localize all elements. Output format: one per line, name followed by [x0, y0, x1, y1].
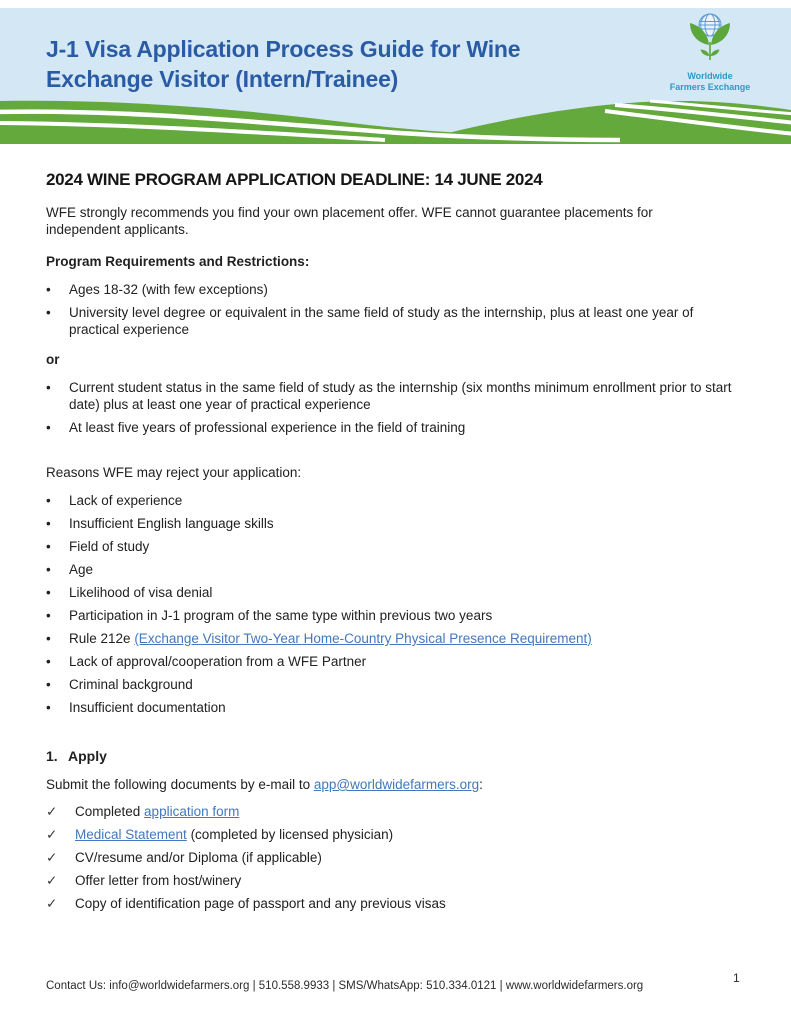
rule-212e-link[interactable]: (Exchange Visitor Two-Year Home-Country Physical Presence Requirement) — [134, 631, 592, 646]
requirements-list-b — [46, 379, 745, 436]
page-title-line1: J-1 Visa Application Process Guide for Wine — [46, 36, 521, 62]
submit-suffix: : — [479, 777, 483, 792]
rejection-text: Lack of approval/cooperation from a WFE Partner — [69, 654, 367, 669]
requirement-text: At least five years of professional experience in the field of training — [69, 420, 466, 435]
requirement-item — [46, 379, 745, 413]
logo-name-line1: Worldwide — [687, 71, 733, 81]
rejection-item-rule-212e — [46, 630, 745, 647]
rejection-list — [46, 492, 745, 716]
requirements-list-a — [46, 281, 745, 338]
requirement-text: Ages 18-32 (with few exceptions) — [69, 282, 268, 297]
bullet-icon: • — [46, 585, 51, 600]
wfe-logo — [662, 12, 758, 93]
checklist-item — [46, 895, 745, 912]
bullet-icon: • — [46, 282, 51, 297]
rejection-text — [69, 630, 739, 647]
rejection-item — [46, 492, 745, 509]
checklist-item — [46, 803, 745, 820]
checklist-text: CV/resume and/or Diploma (if applicable) — [75, 850, 322, 865]
check-icon: ✓ — [46, 804, 58, 819]
email-link[interactable]: app@worldwidefarmers.org — [313, 777, 480, 792]
logo-name-line2: Farmers Exchange — [669, 82, 751, 92]
rejection-text: Age — [69, 562, 94, 577]
bullet-icon: • — [46, 562, 51, 577]
bullet-icon: • — [46, 654, 51, 669]
checklist-suffix: (completed by licensed physician) — [186, 827, 394, 842]
bullet-icon: • — [46, 380, 51, 395]
rejection-item — [46, 699, 745, 716]
checklist-item — [46, 849, 745, 866]
rejection-text: Lack of experience — [69, 493, 183, 508]
check-icon: ✓ — [46, 896, 58, 911]
rejection-item — [46, 561, 745, 578]
bullet-icon: • — [46, 631, 51, 646]
plant-globe-icon — [678, 12, 742, 70]
checklist-text: Offer letter from host/winery — [75, 873, 242, 888]
rejection-item — [46, 653, 745, 670]
checklist-text — [75, 826, 745, 843]
application-form-link[interactable]: application form — [144, 804, 240, 819]
checklist-prefix: Completed — [75, 804, 145, 819]
rejection-heading: Reasons WFE may reject your application: — [46, 465, 302, 480]
bullet-icon: • — [46, 608, 51, 623]
checklist-item — [46, 872, 745, 889]
header-banner — [0, 8, 791, 98]
bullet-icon: • — [46, 420, 51, 435]
bullet-icon: • — [46, 539, 51, 554]
requirement-text: Current student status in the same field of study as the internship (six months minimum enrollment prior to start date) plus at least one year of practical experience — [69, 380, 732, 412]
bullet-icon: • — [46, 493, 51, 508]
requirement-text: University level degree or equivalent in the same field of study as the internship, plus at least one year of practical experience — [69, 305, 694, 337]
apply-step-number: 1. — [46, 748, 58, 764]
deadline-heading: 2024 WINE PROGRAM APPLICATION DEADLINE: 14 JUNE 2024 — [46, 170, 543, 189]
check-icon: ✓ — [46, 827, 58, 842]
requirements-heading: Program Requirements and Restrictions: — [46, 254, 310, 269]
bullet-icon: • — [46, 700, 51, 715]
bullet-icon: • — [46, 516, 51, 531]
rejection-text: Insufficient documentation — [69, 700, 226, 715]
requirement-item — [46, 304, 745, 338]
page-title — [46, 34, 520, 94]
check-icon: ✓ — [46, 850, 58, 865]
intro-paragraph: WFE strongly recommends you find your own placement offer. WFE cannot guarantee placements for independent applicants. — [46, 205, 653, 237]
rejection-item — [46, 538, 745, 555]
checklist-text — [75, 803, 745, 820]
check-icon: ✓ — [46, 873, 58, 888]
rejection-text: Likelihood of visa denial — [69, 585, 213, 600]
rejection-text: Participation in J-1 program of the same type within previous two years — [69, 608, 493, 623]
rejection-text: Insufficient English language skills — [69, 516, 274, 531]
rejection-text: Criminal background — [69, 677, 193, 692]
requirement-item — [46, 419, 745, 436]
or-label: or — [46, 352, 60, 367]
rejection-item — [46, 515, 745, 532]
page-title-line2: Exchange Visitor (Intern/Trainee) — [46, 66, 399, 92]
submit-instruction — [46, 776, 745, 793]
rejection-item — [46, 676, 745, 693]
rejection-item — [46, 607, 745, 624]
bullet-icon: • — [46, 677, 51, 692]
apply-step-heading — [46, 748, 745, 765]
rejection-item — [46, 584, 745, 601]
apply-step-label: Apply — [68, 748, 107, 764]
checklist-text: Copy of identification page of passport and any previous visas — [75, 896, 446, 911]
footer-contact-info: Contact Us: info@worldwidefarmers.org | 510.558.9933 | SMS/WhatsApp: 510.334.0121 | www.worldwidefarmers.org — [46, 980, 644, 992]
bullet-icon: • — [46, 305, 51, 320]
logo-wordmark — [662, 71, 758, 93]
checklist-item — [46, 826, 745, 843]
document-checklist — [46, 803, 745, 912]
submit-prefix: Submit the following documents by e-mail to — [46, 777, 314, 792]
medical-statement-link[interactable]: Medical Statement — [75, 827, 187, 842]
requirement-item — [46, 281, 745, 298]
rule-212e-prefix: Rule 212e — [69, 631, 135, 646]
page-number: 1 — [733, 971, 740, 985]
green-hills-graphic — [0, 98, 791, 144]
document-content — [46, 144, 745, 918]
rejection-text: Field of study — [69, 539, 150, 554]
